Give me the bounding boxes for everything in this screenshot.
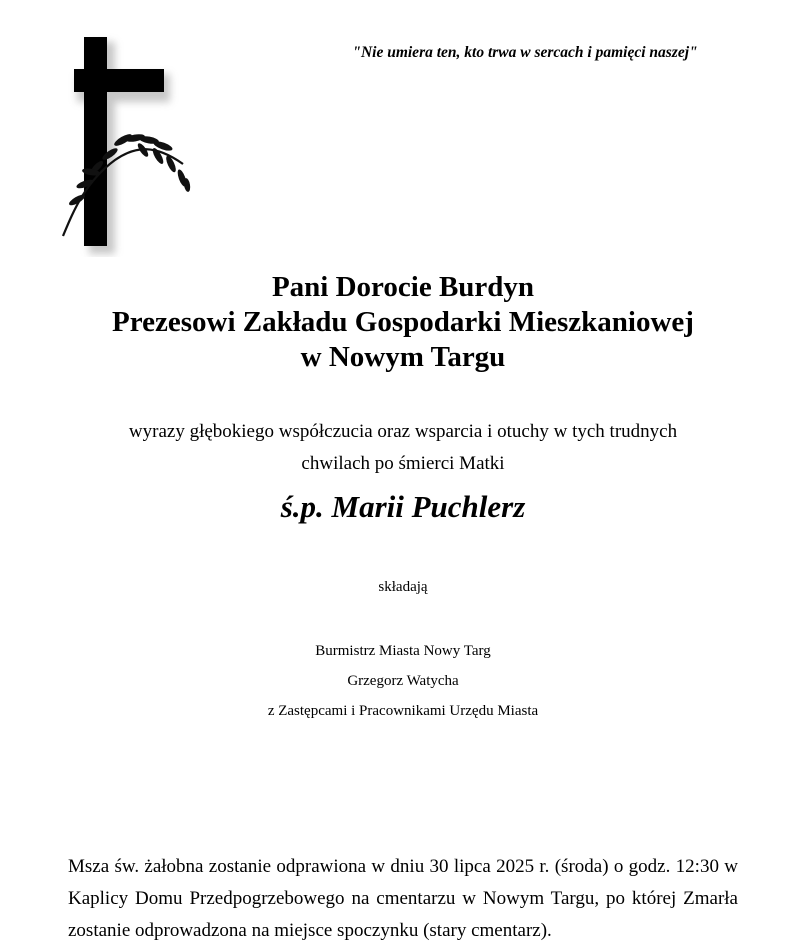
condolence-text xyxy=(0,416,806,480)
condolence-line-1: wyrazy głębokiego współczucia oraz wsparcia i otuchy w tych trudnych xyxy=(128,421,678,442)
closing-verb: składają xyxy=(378,579,428,595)
cross-with-palm-branch-icon xyxy=(55,32,205,257)
signatory-title: Burmistrz Miasta Nowy Targ xyxy=(315,643,491,659)
funeral-announcement: Msza św. żałobna zostanie odprawiona w dniu 30 lipca 2025 r. (środa) o godz. 12:30 w Kaplicy Domu Przedpogrzebowego na cmentarzu w Nowym Targu, po której Zmarła zostanie odprowadzona na miejsce spoczynku (stary cmentarz). xyxy=(68,856,738,941)
condolence-line-2: chwilach po śmierci Matki xyxy=(301,453,505,474)
memorial-motto: "Nie umiera ten, kto trwa w sercach i pamięci naszej" xyxy=(352,44,698,61)
signatories-block xyxy=(0,636,806,726)
deceased-name: ś.p. Marii Puchlerz xyxy=(280,489,526,524)
recipient-location: w Nowym Targu xyxy=(300,341,506,373)
recipient-title: Prezesowi Zakładu Gospodarki Mieszkaniowej xyxy=(112,306,694,338)
signatory-staff: z Zastępcami i Pracownikami Urzędu Miasta xyxy=(267,703,539,719)
signatory-name: Grzegorz Watycha xyxy=(347,673,459,689)
recipient-name: Pani Dorocie Burdyn xyxy=(271,271,535,303)
recipient-block xyxy=(0,270,806,375)
